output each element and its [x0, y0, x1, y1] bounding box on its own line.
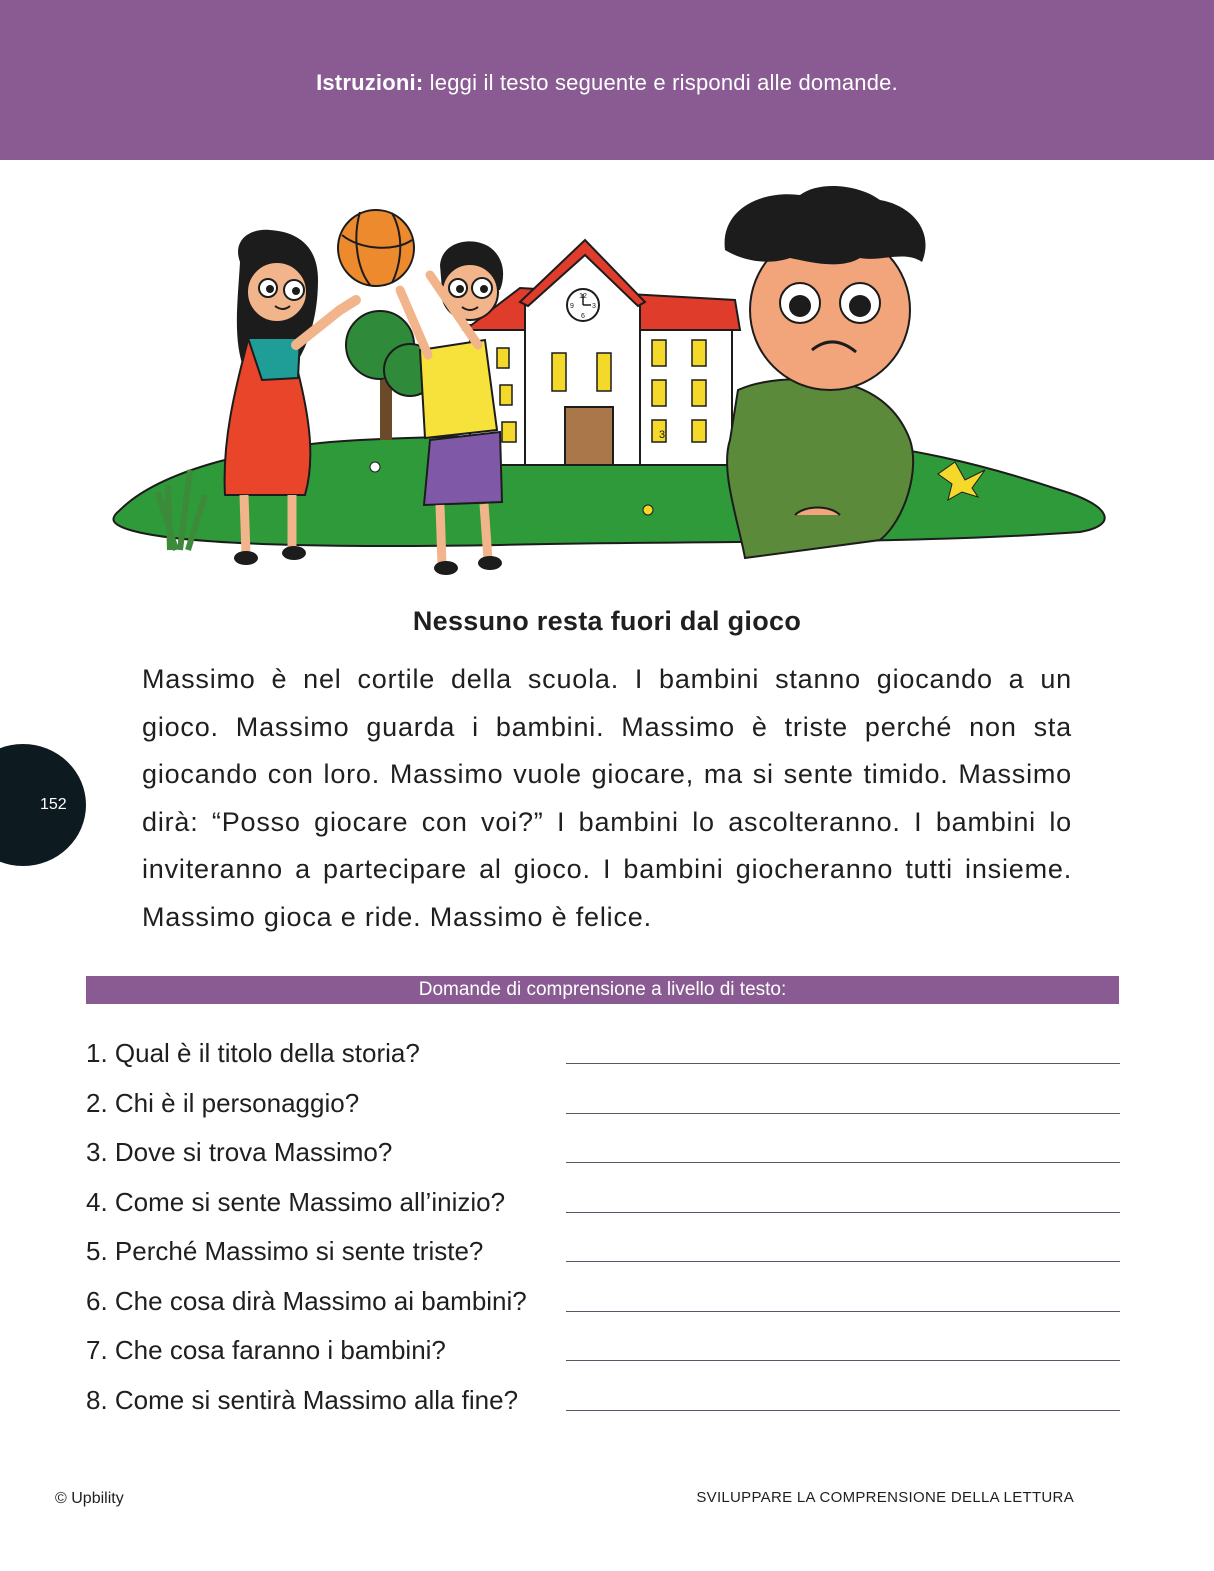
question-text: 6. Che cosa dirà Massimo ai bambini?: [86, 1285, 527, 1316]
question-item: [86, 1327, 1120, 1377]
question-text: 5. Perché Massimo si sente triste?: [86, 1236, 484, 1266]
white-flower: [370, 462, 380, 472]
question-text: 1. Qual è il titolo della storia?: [86, 1038, 420, 1068]
story-illustration: [110, 170, 1120, 590]
answer-line[interactable]: [566, 1261, 1120, 1262]
question-item: [86, 1278, 1120, 1328]
questions-list: [86, 1030, 1120, 1426]
instructions: [0, 70, 1214, 96]
question-item: [86, 1228, 1120, 1278]
answer-line[interactable]: [566, 1162, 1120, 1163]
question-item: [86, 1179, 1120, 1229]
instructions-text: leggi il testo seguente e rispondi alle domande.: [423, 70, 898, 95]
question-text: 3. Dove si trova Massimo?: [86, 1137, 393, 1167]
question-text: 7. Che cosa faranno i bambini?: [86, 1335, 446, 1365]
question-item: [86, 1030, 1120, 1080]
answer-line[interactable]: [566, 1212, 1120, 1213]
instructions-label: Istruzioni:: [316, 70, 424, 95]
massimo-character: [725, 186, 926, 558]
clock-number-6: 6: [581, 313, 585, 320]
answer-line[interactable]: [566, 1311, 1120, 1312]
story-text: Massimo è nel cortile della scuola. I bambini stanno giocando a un gioco. Massimo guarda i bambini. Massimo è triste perché non sta giocando con loro. Massimo vuole giocare, ma si sente timido. Massimo dirà: “Posso giocare con voi?” I bambini lo ascolteranno. I bambini lo inviteranno a partecipare al gioco. I bambini giocheranno tutti insieme. Massimo gioca e ride. Massimo è felice.: [142, 664, 1072, 932]
question-item: [86, 1377, 1120, 1427]
yellow-dot: [643, 505, 653, 515]
footer-book-title: SVILUPPARE LA COMPRENSIONE DELLA LETTURA: [696, 1489, 1074, 1506]
question-item: [86, 1080, 1120, 1130]
clock-number-12: 12: [579, 293, 587, 300]
question-item: [86, 1129, 1120, 1179]
question-text: 2. Chi è il personaggio?: [86, 1087, 360, 1118]
clock-number-3: 3: [592, 303, 596, 310]
door-number: 3: [659, 429, 666, 441]
answer-line[interactable]: [566, 1063, 1120, 1064]
answer-line[interactable]: [566, 1360, 1120, 1361]
basketball: [338, 210, 414, 286]
question-text: 8. Come si sentirà Massimo alla fine?: [86, 1384, 519, 1415]
page-number: 152: [40, 796, 67, 813]
question-text: 4. Come si sente Massimo all’inizio?: [86, 1186, 506, 1217]
answer-line[interactable]: [566, 1410, 1120, 1411]
clock-number-9: 9: [570, 303, 574, 310]
story-title: Nessuno resta fuori dal gioco: [412, 606, 802, 636]
school-building: [465, 240, 740, 465]
answer-line[interactable]: [566, 1113, 1120, 1114]
copyright: © Upbility: [55, 1490, 124, 1507]
questions-section-title: Domande di comprensione a livello di testo:: [86, 976, 1119, 1004]
header-band: [0, 0, 1214, 160]
